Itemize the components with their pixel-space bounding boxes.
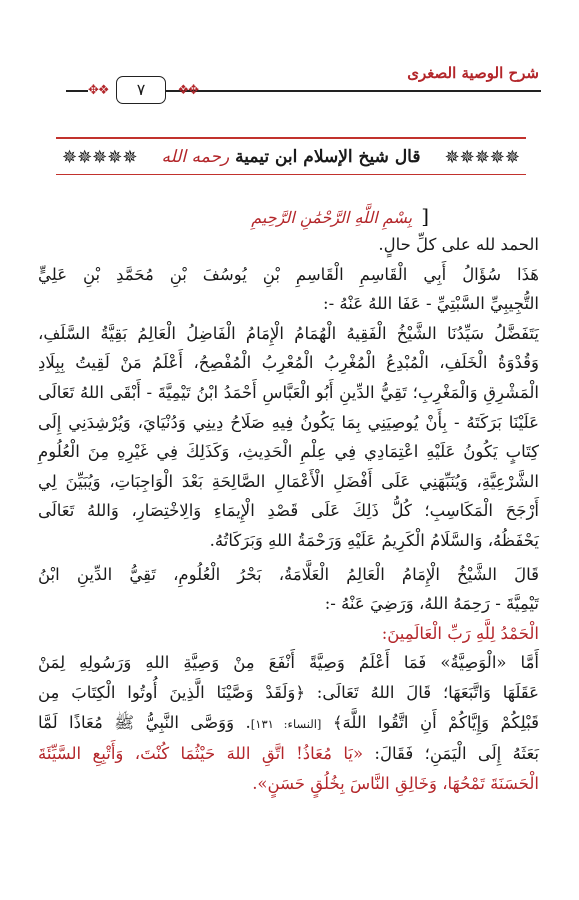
header-rule-left <box>66 90 88 92</box>
running-header <box>0 60 579 110</box>
page-number-ornament <box>88 76 198 106</box>
text-line-18-start: بَعَثَهُ إِلَى الْيَمَنِ؛ فَقَالَ: <box>363 744 540 764</box>
text-line-10: أَرْجَحَ الْمَكَاسِبِ؛ كُلُّ ذَلِكَ عَلَى قَصْدِ الْإِيمَاءِ وَالِاخْتِصَارِ، وَاللهُ تَعَالَى <box>38 501 539 521</box>
basmala-text: بِسْمِ اللَّهِ الرَّحْمَٰنِ الرَّحِيمِ <box>251 208 413 227</box>
hadith-quote-start: «يَا مُعَاذُ! اتَّقِ اللهَ حَيْثُمَا كُنْتَ، وَأَتْبِعِ السَّيِّئَةَ <box>38 744 364 764</box>
ornament-right-icon: ❖✥ <box>177 83 198 98</box>
text-line-5: وَقُدْوَةُ الْخَلَفِ، الْمُبْدِعُ الْمُغْرِبُ الْمُعْرِبُ الْمُفْصِحُ، أَعْلَمُ مَنْ لَقِيتُ بِبِلَادِ <box>38 353 539 373</box>
chapter-heading-frame <box>62 137 520 175</box>
heading-title: قال شيخ الإسلام ابن تيمية <box>235 147 421 167</box>
heading-honorific: رحمه الله <box>161 147 230 167</box>
body-text <box>38 230 539 798</box>
page-number: ٧ <box>116 76 166 104</box>
text-line-1: الحمد لله على كلِّ حالٍ. <box>378 235 539 254</box>
book-title: شرح الوصية الصغرى <box>407 64 539 82</box>
text-line-4: يَتَفَضَّلُ سَيِّدُنَا الشَّيْخُ الْفَقِيهُ الْهُمَامُ الْإِمَامُ الْفَاضِلُ الْعَالِمُ بَقِيَّةُ السَّلَفِ، <box>38 323 539 343</box>
hadith-quote-end: الْحَسَنَةَ تَمْحُهَا، وَخَالِقِ النَّاسَ بِخُلُقٍ حَسَنٍ». <box>252 773 539 793</box>
frame-bottom-rule <box>56 174 526 176</box>
text-line-11: يَحْفَظُهُ، وَالسَّلَامُ الْكَرِيمُ عَلَيْهِ وَرَحْمَةُ اللهِ وَبَرَكَاتُهُ. <box>209 530 539 550</box>
text-line-17 <box>38 708 539 740</box>
text-line-18 <box>38 739 539 769</box>
star-ornament-left-icon: ✵✵✵✵✵ <box>62 146 138 168</box>
text-line-13: تَيْمِيَّةَ - رَحِمَهُ اللهُ، وَرَضِيَ عَنْهُ -: <box>324 594 539 614</box>
text-line-17-rest: . وَوَصَّى النَّبِيُّ ﷺ مُعَاذًا لَمَّا <box>38 712 251 732</box>
verse-reference: [النساء: ١٣١] <box>250 716 322 731</box>
basmala <box>251 204 429 228</box>
text-line-7: عَلَيْنَا بَرَكَتَهُ - بِأَنْ يُوصِيَنِي بِمَا يَكُونُ فِيهِ صَلَاحُ دِينِي وَدُنْيَايَ، وَيُرْشِدَنِي إِلَى <box>38 412 539 432</box>
text-line-16: عَقَلَهَا وَاتَّبَعَهَا؛ قَالَ اللهُ تَعَالَى: ﴿وَلَقَدْ وَصَّيْنَا الَّذِينَ أُوتُوا الْكِتَابَ مِن <box>38 682 539 702</box>
text-line-15: أَمَّا «الْوَصِيَّةُ» فَمَا أَعْلَمُ وَصِيَّةً أَنْفَعَ مِنْ وَصِيَّةِ اللهِ وَرَسُولِهِ لِمَنْ <box>38 653 539 673</box>
frame-top-rule <box>56 137 526 139</box>
text-line-2: هَذَا سُؤَالُ أَبِي الْقَاسِمِ الْقَاسِمِ بْنِ يُوسُفَ بْنِ مُحَمَّدِ بْنِ عَلِيٍّ <box>38 264 539 284</box>
praise-heading: الْحَمْدُ لِلَّهِ رَبِّ الْعَالَمِينَ: <box>381 623 539 643</box>
star-ornament-right-icon: ✵✵✵✵✵ <box>444 146 520 168</box>
text-line-8: كِتَابٍ يَكُونُ عَلَيْهِ اعْتِمَادِي فِي عِلْمِ الْحَدِيثِ، وَكَذَلِكَ فِي غَيْرِهِ مِنَ الْعُلُومِ <box>38 442 539 462</box>
text-line-6: الْمَشْرِقِ وَالْمَغْرِبِ؛ تَقِيُّ الدِّينِ أَبُو الْعَبَّاسِ أَحْمَدُ ابْنُ تَيْمِيَّةَ - أَبْقَى اللهُ تَعَالَى <box>38 382 539 402</box>
quran-verse-end: قَبْلِكُمْ وَإِيَّاكُمْ أَنِ اتَّقُوا اللَّهَ﴾ <box>332 712 539 732</box>
text-line-12: قَالَ الشَّيْخُ الْإِمَامُ الْعَالِمُ الْعَلَّامَةُ، بَحْرُ الْعُلُومِ، تَقِيُّ الدِّينِ ابْنُ <box>38 564 539 584</box>
chapter-heading <box>162 147 421 167</box>
heading-content <box>62 144 520 170</box>
text-line-9: الشَّرْعِيَّةِ، وَيُنَبِّهَنِي عَلَى أَفْضَلِ الْأَعْمَالِ الصَّالِحَةِ بَعْدَ الْوَاجِبَاتِ، وَيُبَيِّنَ لِي <box>38 471 539 491</box>
basmala-bracket: [ <box>421 204 429 228</box>
text-line-3: التُّجِيبِيِّ السَّبْتِيِّ - عَفَا اللهُ عَنْهُ -: <box>323 294 539 314</box>
header-rule <box>150 90 541 92</box>
ornament-left-icon: ✥❖ <box>88 83 109 98</box>
